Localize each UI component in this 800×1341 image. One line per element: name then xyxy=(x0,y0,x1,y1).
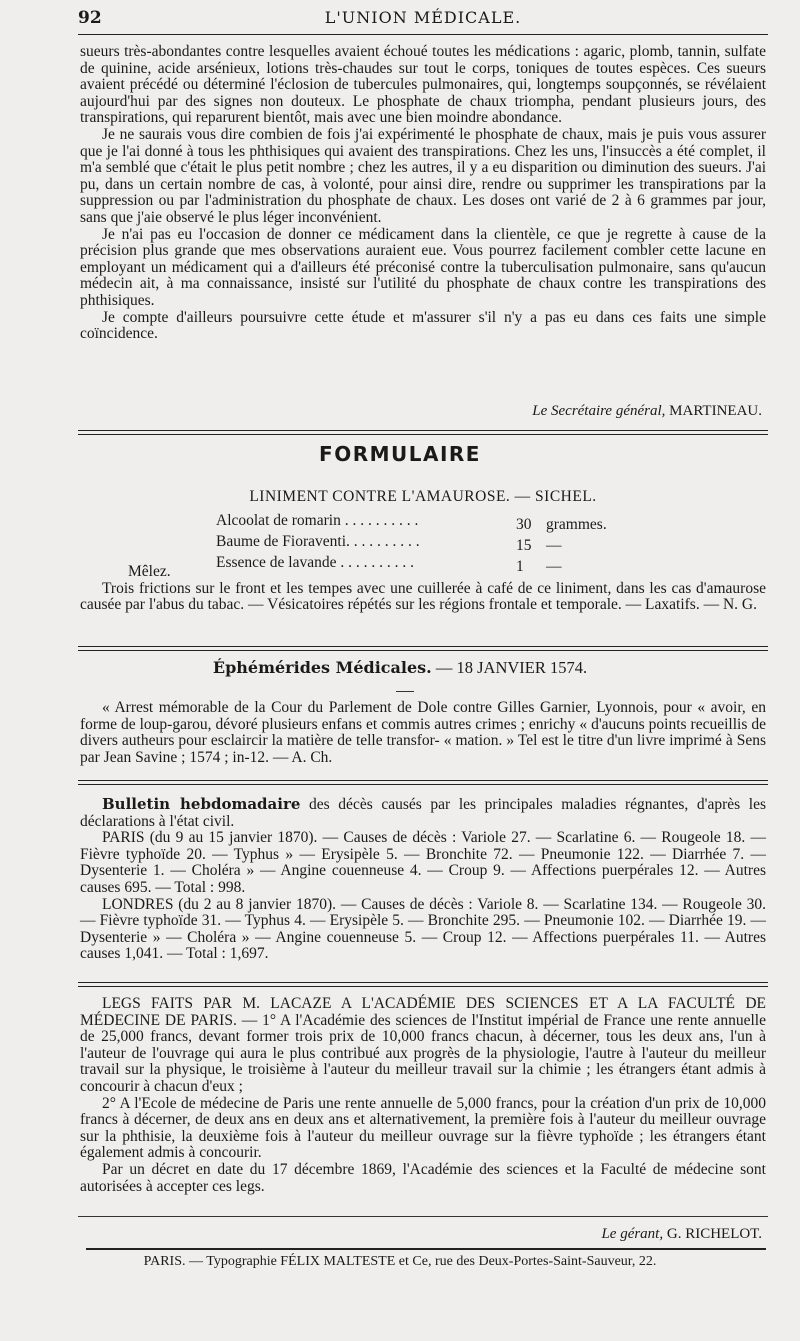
section-rule xyxy=(78,780,768,785)
signature-role: Le Secrétaire général, xyxy=(532,403,666,419)
page-header xyxy=(78,6,768,30)
ephemerides-date: — 18 JANVIER 1574. xyxy=(435,658,588,677)
formulaire-text xyxy=(80,564,766,614)
section-rule xyxy=(78,982,768,987)
ephemerides-heading xyxy=(0,658,800,678)
footer-rule-thick xyxy=(86,1248,766,1250)
legs-title: LEGS FAITS PAR M. LACAZE A L'ACADÉMIE DES SCIENCES ET A LA FACULTÉ DE MÉDECINE DE PARIS. xyxy=(80,995,766,1029)
bulletin-londres: LONDRES (du 2 au 8 janvier 1870). — Causes de décès : Variole 8. — Scarlatine 134. — Rougeole 30. — Fièvre typhoïde 31. — Typhus 4. — Erysipèle 5. — Bronchite 295. — Pneumonie 102. — Diarrhée 19. — Dysenterie » — Choléra » — Angine couenneuse 5. — Croup 12. — Affections puerpérales 11. — Autres causes 1,041. — Total : 1,697. xyxy=(80,895,766,963)
bulletin-section xyxy=(80,796,766,963)
melez-label: Mêlez. xyxy=(128,563,171,580)
legs-p2: 2° A l'Ecole de médecine de Paris une rente annuelle de 5,000 francs, pour la création d'un prix de 10,000 francs à décerner, de deux ans en deux ans et alternativement, la première fois à l'auteur du meilleur ouvrage sur la phthisie, la deuxième fois à l'auteur du meilleur ouvrage sur la fièvre typhoïde ; les étrangers étant également admis à concourir. xyxy=(80,1094,766,1162)
journal-title: L'UNION MÉDICALE. xyxy=(324,8,522,27)
liniment-title: LINIMENT CONTRE L'AMAUROSE. — SICHEL. xyxy=(249,488,597,505)
bulletin-intro: Bulletin hebdomadaire des décès causés par les principales maladies régnantes, d'après les déclarations à l'état civil. xyxy=(80,795,766,830)
paragraph-3: Je n'ai pas eu l'occasion de donner ce médicament dans la clientèle, ce que je regrette à cause de la précision plus grande que mes observations auraient eue. Vous pourrez facilement combler cette lacune en employant un médicament qui a d'ailleurs été préconisé contre la tuberculisation pulmonaire, sans qu'aucun médecin ait, à ma connaissance, insisté sur l'utilité du phosphate de chaux contre les transpirations des phthisiques. xyxy=(80,225,766,309)
liniment-instructions: Trois frictions sur le front et les tempes avec une cuillerée à café de ce liniment, dans les cas d'amaurose causée par l'abus du tabac. — Vésicatoires répétés sur les régions frontale et temporale. — Laxatifs. — N. G. xyxy=(80,579,766,614)
header-rule xyxy=(78,34,768,35)
legs-section xyxy=(80,996,766,1195)
paragraph-1: sueurs très-abondantes contre lesquelles avaient échoué toutes les médications : agaric, plomb, tannin, sulfate de quinine, acide arsénieux, lotions très-chaudes sur tout le corps, toniques de toutes espèces. Ces sueurs avaient précédé ou déterminé l'éclosion de tubercules pulmonaires, qui, longtemps soupçonnés, se révélaient aujourd'hui par des signes non douteux. Le phosphate de chaux triompha, pendant plusieurs jours, des transpirations, qui reparurent bientôt, mais avec une bien moindre abondance. xyxy=(80,43,766,127)
paragraph-2: Je ne saurais vous dire combien de fois j'ai expérimenté le phosphate de chaux, mais je puis vous assurer que je l'ai donné à tous les phthisiques qui avaient des transpirations. Chez les uns, l'insuccès a été complet, il m'a semblé que c'était le plus petit nombre ; chez les autres, il y a eu disparition ou diminution des sueurs. J'ai pu, dans un certain nombre de cas, à volonté, pour ainsi dire, rendre ou supprimer les transpirations par la suppression ou par l'administration du phosphate de chaux. Les doses ont varié de 2 à 6 grammes par jour, sans que j'aie observé le plus léger inconvénient. xyxy=(80,125,766,226)
gerant-name: G. RICHELOT. xyxy=(666,1226,762,1242)
bulletin-paris: PARIS (du 9 au 15 janvier 1870). — Causes de décès : Variole 27. — Scarlatine 6. — Rougeole 18. — Fièvre typhoïde 20. — Typhus » — Erysipèle 5. — Bronchite 72. — Pneumonie 122. — Diarrhée 7. — Dysenterie 1. — Choléra » — Angine couenneuse 4. — Croup 9. — Affections puerpérales 12. — Autres causes 695. — Total : 998. xyxy=(80,829,766,896)
page-number: 92 xyxy=(78,8,102,28)
legs-p3: Par un décret en date du 17 décembre 1869, l'Académie des sciences et la Faculté de médecine sont autorisées à accepter ces legs. xyxy=(80,1160,766,1195)
bulletin-title: Bulletin hebdomadaire xyxy=(102,795,301,813)
legs-p1: LEGS FAITS PAR M. LACAZE A L'ACADÉMIE DES SCIENCES ET A LA FACULTÉ DE MÉDECINE DE PARIS. — 1° A l'Académie des sciences de l'Institut impérial de France une rente annuelle de 25,000 francs, devant former trois prix de 10,000 francs chacun, à décerner, tous les deux ans, l'un à l'auteur de l'ouvrage qui aura le plus contribué aux progrès de la physiologie, l'autre à l'auteur du meilleur travail sur la physique, le troisième à l'auteur du meilleur travail sur la chimie ; les étrangers étant admis à concourir à chacun d'eux ; xyxy=(80,995,766,1095)
printer-footer: PARIS. — Typographie FÉLIX MALTESTE et Ce, rue des Deux-Portes-Saint-Sauveur, 22. xyxy=(143,1254,657,1269)
ingredient-row: Essence de lavande . . . . . . . . . . 1 — xyxy=(216,554,562,575)
short-rule xyxy=(396,691,414,692)
signature-secretary xyxy=(532,403,762,420)
gerant-role: Le gérant, xyxy=(601,1226,664,1242)
section-rule xyxy=(78,646,768,651)
section-rule xyxy=(78,430,768,435)
ephemerides-text: « Arrest mémorable de la Cour du Parlement de Dole contre Gilles Garnier, Lyonnois, pour « avoir, en forme de loup-garou, dévoré plusieurs enfans et commis autres crimes ; enrichy « d'aucuns points recueillis de divers autheurs pour esclaircir la matière de telle transfor- « mation. » Tel est le titre d'un livre imprimé à Sens par Jean Savine ; 1574 ; in-12. — A. Ch. xyxy=(80,699,766,766)
article-continuation xyxy=(80,44,766,343)
ingredient-row: Baume de Fioraventi. . . . . . . . . . 15 — xyxy=(216,533,562,554)
footer-rule xyxy=(78,1216,768,1217)
formulaire-title: FORMULAIRE xyxy=(319,442,481,466)
paragraph-4: Je compte d'ailleurs poursuivre cette étude et m'assurer s'il n'y a pas eu dans ces faits une simple coïncidence. xyxy=(80,308,766,343)
signature-gerant xyxy=(601,1226,762,1243)
ingredient-row: Alcoolat de romarin . . . . . . . . . . 30 grammes. xyxy=(216,512,607,533)
ephemerides-title: Éphémérides Médicales. xyxy=(212,658,432,677)
signature-name: MARTINEAU. xyxy=(669,403,762,419)
